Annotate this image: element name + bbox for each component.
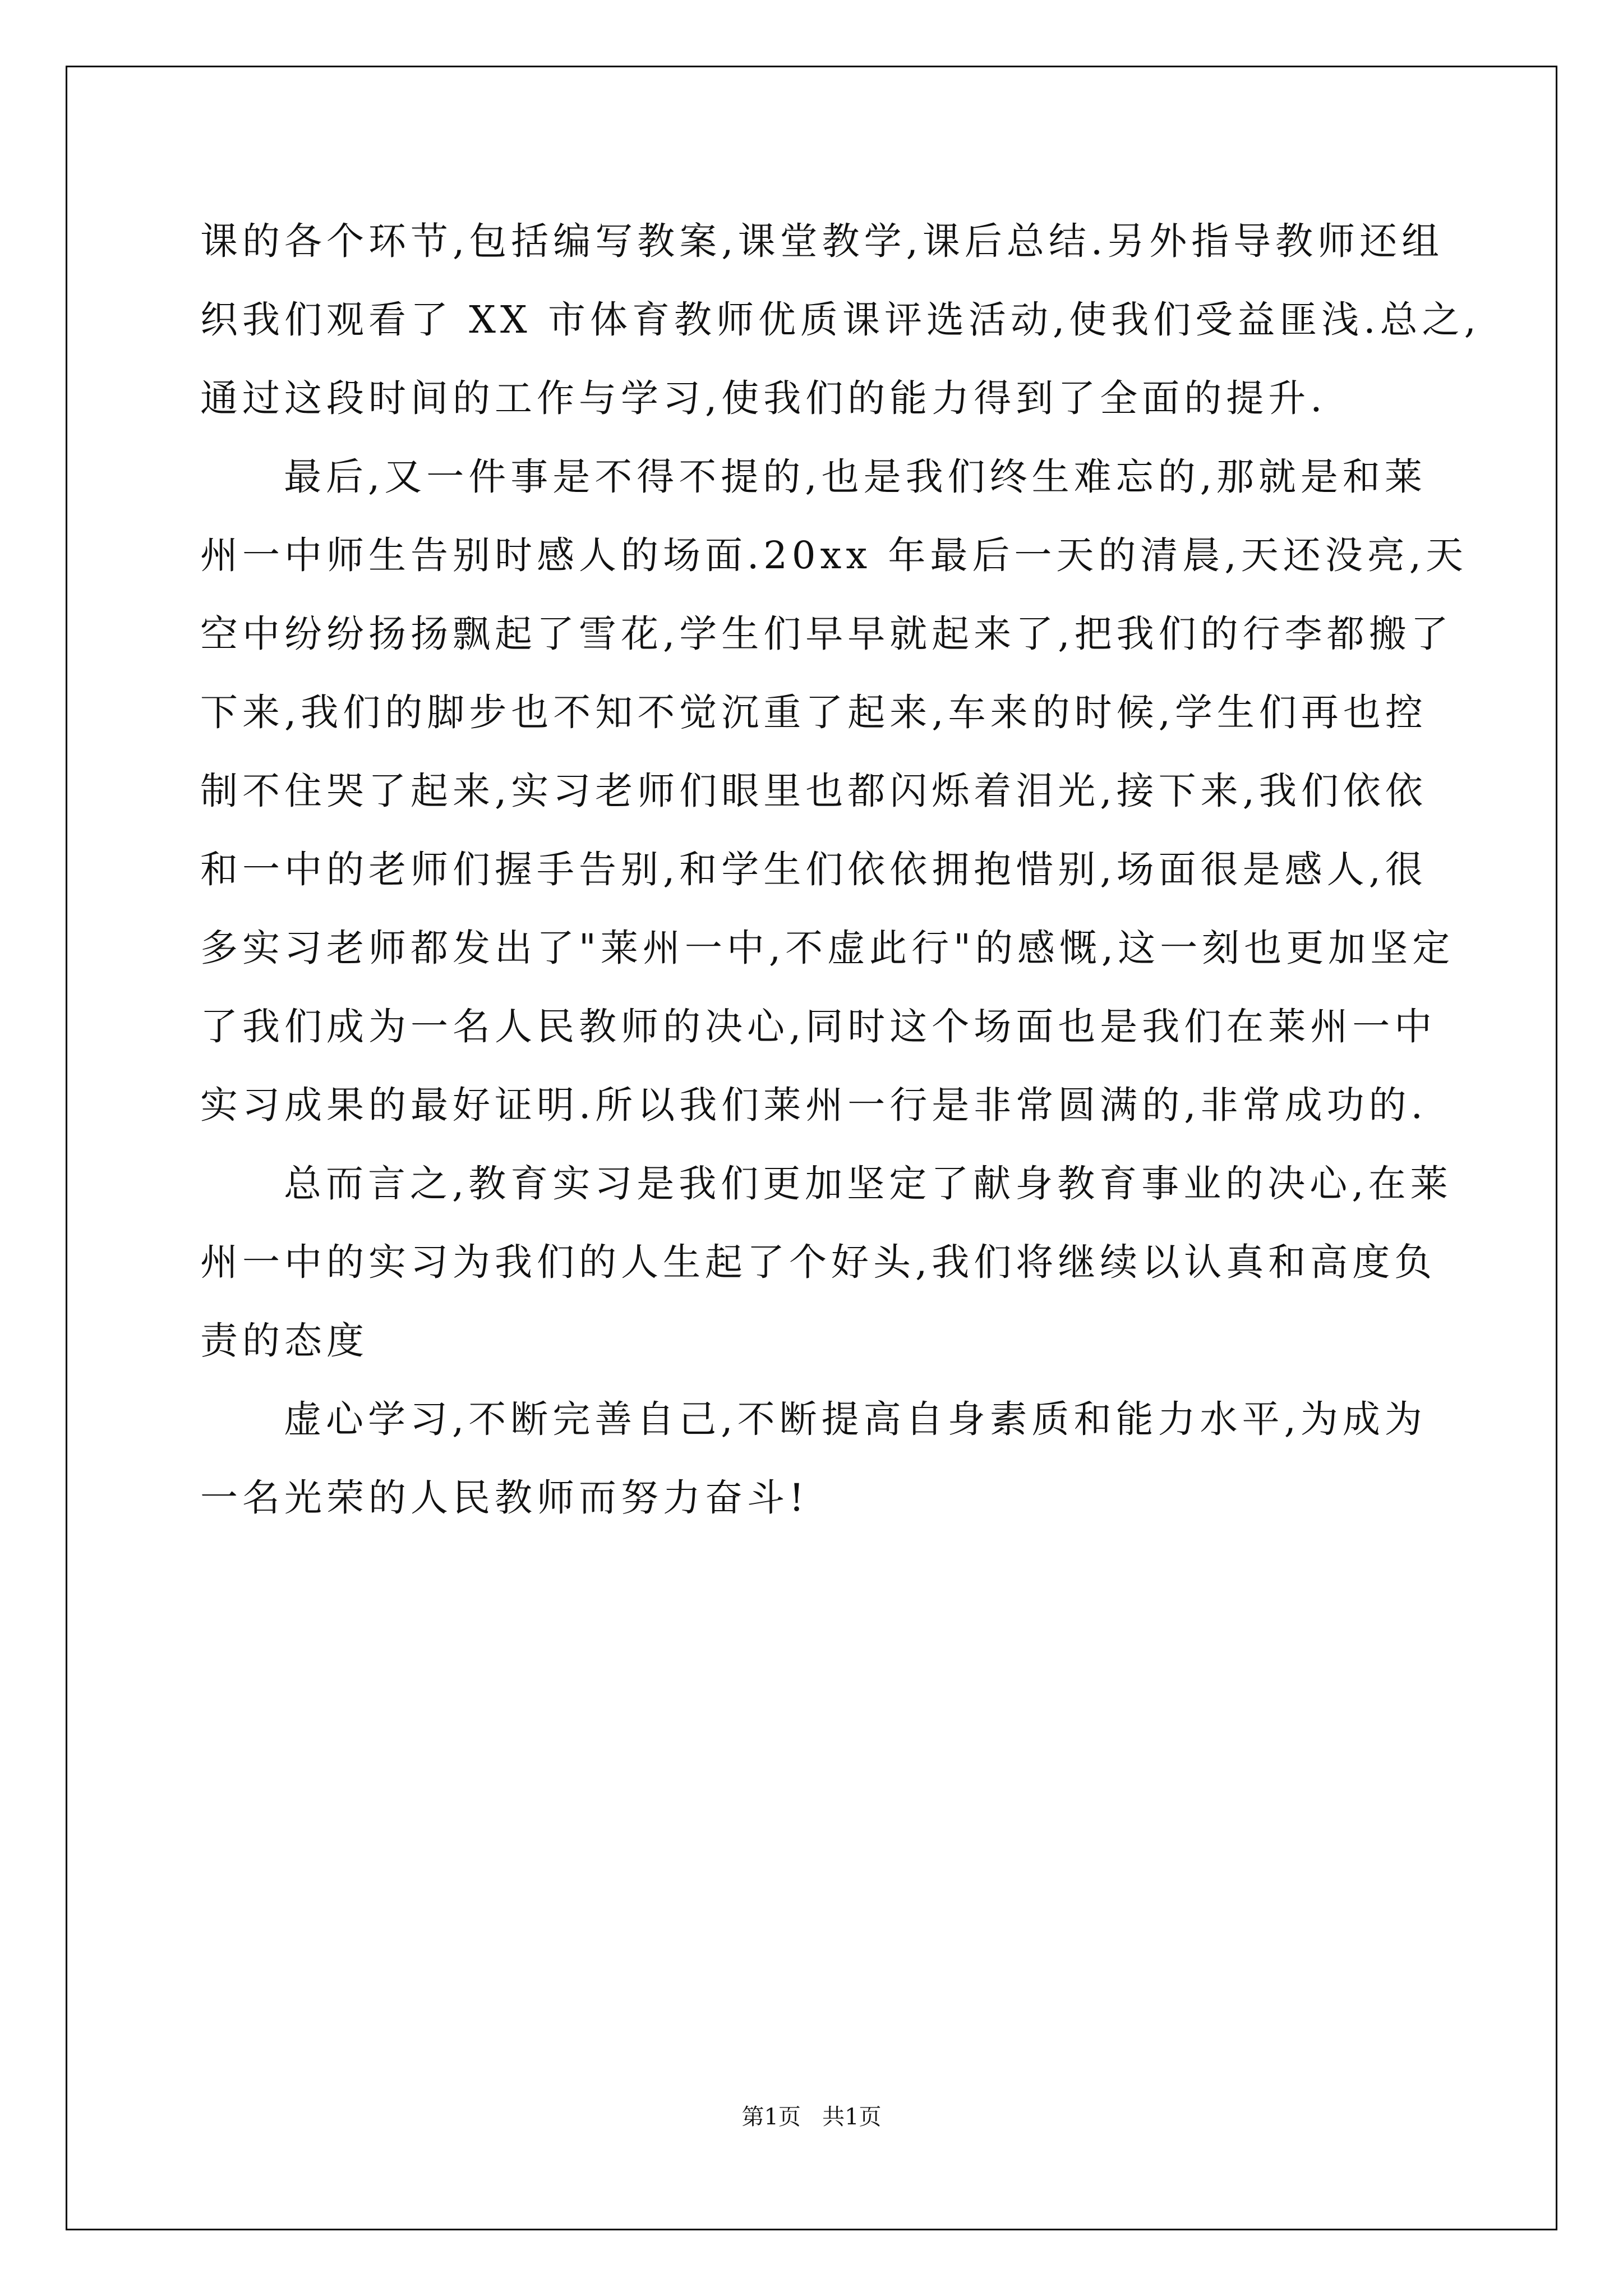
text-line: 下来,我们的脚步也不知不觉沉重了起来,车来的时候,学生们再也控 [200, 691, 1427, 734]
text-line: 了我们成为一名人民教师的决心,同时这个场面也是我们在莱州一中 [200, 1005, 1437, 1048]
text-line: 课的各个环节,包括编写教案,课堂教学,课后总结.另外指导教师还组 [200, 219, 1444, 263]
page-number: 第1页 [741, 2104, 801, 2130]
text-line: 实习成果的最好证明.所以我们莱州一行是非常圆满的,非常成功的. [200, 1083, 1427, 1127]
text-line: 责的态度 [200, 1319, 368, 1363]
text-line: 州一中的实习为我们的人生起了个好头,我们将继续以认真和高度负 [200, 1240, 1437, 1284]
text-line: 织我们观看了 XX 市体育教师优质课评选活动,使我们受益匪浅.总之, [200, 298, 1481, 342]
text-line: 通过这段时间的工作与学习,使我们的能力得到了全面的提升. [200, 376, 1327, 420]
page-footer [0, 2099, 1623, 2131]
text-line: 多实习老师都发出了"莱州一中,不虚此行"的感慨,这一刻也更加坚定 [200, 926, 1455, 970]
page-total: 共1页 [822, 2104, 882, 2130]
text-line: 和一中的老师们握手告别,和学生们依依拥抱惜别,场面很是感人,很 [200, 848, 1427, 891]
paragraph-first-line: 虚心学习,不断完善自己,不断提高自身素质和能力水平,为成为 [284, 1397, 1427, 1441]
text-line: 州一中师生告别时感人的场面.20xx 年最后一天的清晨,天还没亮,天 [200, 533, 1468, 577]
paragraph-first-line: 最后,又一件事是不得不提的,也是我们终生难忘的,那就是和莱 [284, 455, 1427, 499]
document-body [200, 202, 1481, 1537]
text-line: 一名光荣的人民教师而努力奋斗! [200, 1476, 809, 1520]
paragraph-first-line: 总而言之,教育实习是我们更加坚定了献身教育事业的决心,在莱 [284, 1162, 1453, 1205]
text-line: 空中纷纷扬扬飘起了雪花,学生们早早就起来了,把我们的行李都搬了 [200, 612, 1453, 656]
text-line: 制不住哭了起来,实习老师们眼里也都闪烁着泪光,接下来,我们依依 [200, 769, 1427, 813]
